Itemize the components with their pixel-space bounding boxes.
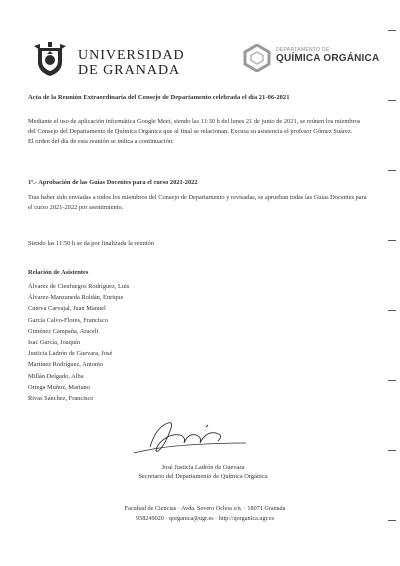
agenda-intro: El orden del día de esta reunión se indica a continuación: <box>28 138 174 145</box>
signer-name: José Justicia Ladrón de Guevara <box>161 464 245 471</box>
attendees-list <box>28 281 129 404</box>
attendee-item: Isac García, Joaquín <box>28 338 80 346</box>
attendee-item: Álvarez de Cienfuegos Rodríguez, Luis <box>28 283 130 290</box>
edge-mark <box>388 100 396 101</box>
edge-mark <box>388 450 396 451</box>
university-name-line1: UNIVERSIDAD <box>78 48 185 63</box>
hexagon-logo-icon <box>243 44 271 72</box>
attendee-item: Cuerva Carvajal, Juan Manuel <box>28 305 106 313</box>
university-name <box>78 48 185 78</box>
signer-block <box>108 463 298 481</box>
edge-mark <box>388 380 396 381</box>
attendee-item: Justicia Ladrón de Guevara, José <box>28 350 113 358</box>
edge-mark <box>388 170 396 171</box>
attendee-item: García Calvo-Flores, Francisco <box>28 316 109 324</box>
signer-role: Secretario del Departamento de Química Orgánica <box>138 473 268 480</box>
edge-mark <box>388 240 396 241</box>
closing-text: Siendo las 11:50 h se da por finalizada la reunión <box>28 240 154 247</box>
attendee-item: Millán Delgado, Alba <box>28 372 84 380</box>
university-name-line2: DE GRANADA <box>78 63 181 78</box>
footer-address: Facultad de Ciencias · Avda. Severo Ochoa s/n. · 18071 Granada <box>124 505 286 512</box>
page-footer <box>90 504 320 524</box>
opening-text: Mediante el uso de aplicación informática Google Meet, siendo las 11:30 h del lunes 21 de junio de 2021, se reúnen los miembros del Consejo del Departamento de Química Orgánica que al final se relacionan. Excusa su asistencia el profesor Gómez Suárez. <box>28 118 361 135</box>
edge-mark <box>388 310 396 311</box>
attendees-title: Relación de Asistentes <box>28 269 89 276</box>
edge-mark <box>388 520 396 521</box>
attendee-item: Martínez Rodríguez, Antonio <box>28 361 104 369</box>
attendee-item: Ortega Muñoz, Mariano <box>28 383 90 391</box>
attendee-item: Rivas Sánchez, Francisco <box>28 394 94 402</box>
attendee-item: Giménez Campaña, Araceli <box>28 327 99 335</box>
attendee-item: Álvarez-Manzaneda Roldán, Enrique <box>28 294 124 302</box>
edge-mark <box>388 30 396 31</box>
handwritten-signature <box>128 417 248 461</box>
opening-paragraph <box>28 117 368 147</box>
university-crest-icon <box>30 42 70 78</box>
department-name: QUÍMICA ORGÁNICA <box>276 53 380 64</box>
agenda-item-text: Tras haber sido enviadas a todos los miembros del Consejo de Departamento y revisadas, se aprueban todas las Guías Docentes para el curso 2021-2022 por asentimiento. <box>28 194 367 211</box>
document-title: Acta de la Reunión Extraordinaria del Consejo de Departamento celebrada el día 21-06-2021 <box>28 94 290 101</box>
agenda-item-title: 1º.- Aprobación de las Guías Docentes para el curso 2021-2022 <box>28 179 198 186</box>
department-label: DEPARTAMENTO DE <box>276 47 330 53</box>
footer-contact: 958249020 · qorganica@ugr.es · http://qorganica.ugr.es <box>136 515 274 522</box>
